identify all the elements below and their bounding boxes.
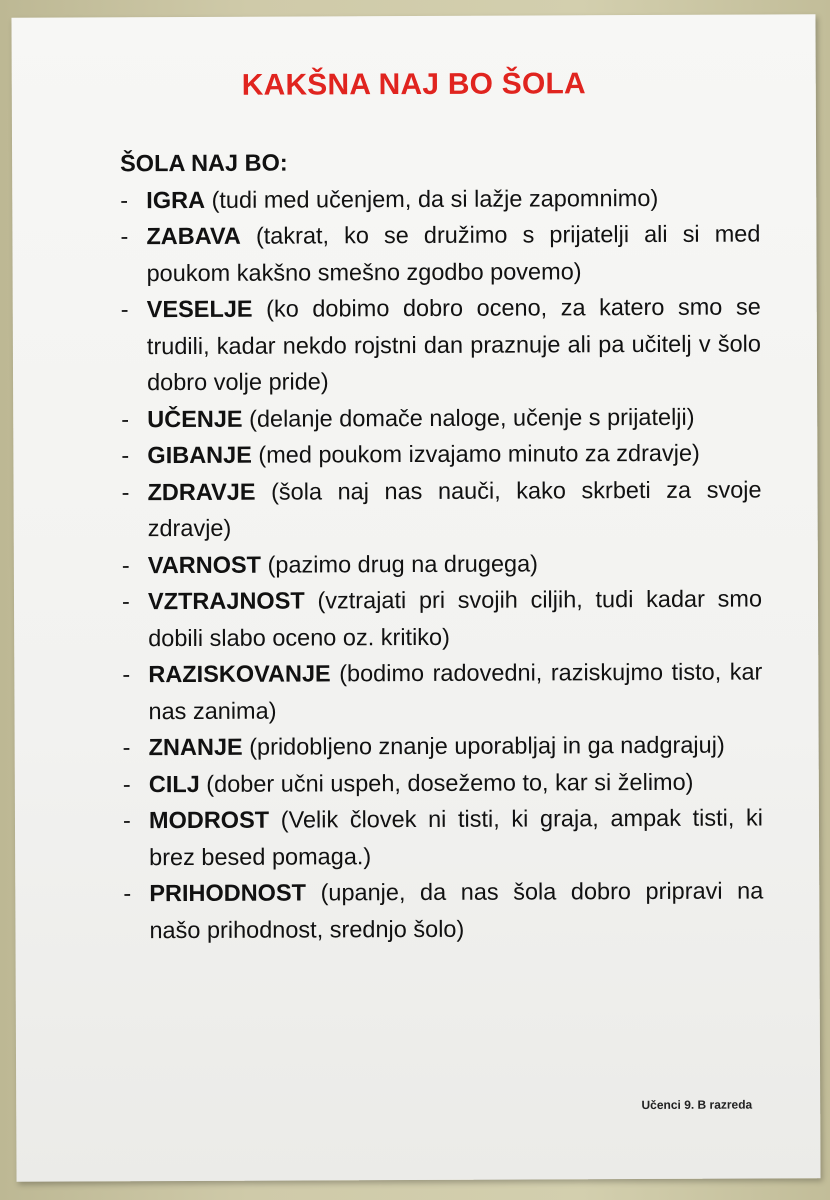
item-term: ZABAVA (146, 222, 241, 250)
item-description: (takrat, ko se družimo s prijatelji ali si med poukom kakšno smešno zgodbo povemo) (146, 220, 761, 286)
item-term: ZDRAVJE (147, 478, 256, 505)
list-heading: ŠOLA NAJ BO: (120, 149, 288, 177)
item-description: (bodimo radovedni, raziskujmo tisto, kar nas zanima) (148, 658, 763, 724)
paper-sheet (11, 14, 820, 1181)
item-description: (dober učni uspeh, dosežemo to, kar si želimo) (199, 768, 694, 797)
item-description: (šola naj nas nauči, kako skrbeti za svoje zdravje) (147, 475, 762, 542)
value-list (120, 179, 763, 948)
list-item (123, 872, 763, 948)
item-description: (tudi med učenjem, da si lažje zapomnimo) (204, 184, 659, 213)
item-term: IGRA (146, 186, 206, 213)
dash-bullet: - (122, 770, 131, 797)
list-item (122, 544, 762, 583)
item-term: MODROST (148, 806, 270, 834)
dash-bullet: - (121, 551, 130, 578)
item-description: (delanje domače naloge, učenje s prijatelji) (242, 403, 695, 432)
dash-bullet: - (122, 734, 131, 761)
item-description: (med poukom izvajamo minuto za zdravje) (251, 439, 700, 468)
dash-bullet: - (121, 478, 130, 505)
poster-title: KAKŠNA NAJ BO ŠOLA (241, 67, 586, 102)
item-term: VESELJE (146, 295, 253, 323)
item-term: PRIHODNOST (149, 879, 307, 907)
item-description: (pridobljeno znanje uporabljaj in ga nadgrajuj) (242, 731, 725, 760)
dash-bullet: - (121, 405, 130, 432)
item-term: GIBANJE (147, 441, 252, 469)
dash-bullet: - (121, 588, 130, 615)
list-item (122, 580, 762, 656)
poster-content (120, 142, 763, 948)
dash-bullet: - (122, 661, 131, 688)
dash-bullet: - (123, 880, 132, 907)
item-description: (Velik človek ni tisti, ki graja, ampak tisti, ki brez besed pomaga.) (149, 804, 764, 870)
item-term: RAZISKOVANJE (148, 660, 331, 688)
item-description: (ko dobimo dobro oceno, za katero smo se trudili, kadar nekdo rojstni dan praznuje ali pa učitelj v šolo dobro volje pride) (146, 293, 761, 396)
item-term: UČENJE (147, 405, 243, 432)
list-item (121, 471, 761, 547)
signature-text: Učenci 9. B razreda (641, 1097, 753, 1113)
item-term: VZTRAJNOST (147, 587, 305, 615)
item-description: (upanje, da nas šola dobro pripravi na našo prihodnost, srednjo šolo) (149, 877, 764, 943)
list-item (122, 653, 762, 729)
dash-bullet: - (120, 186, 129, 213)
list-item (121, 398, 761, 437)
item-description: (vztrajati pri svojih ciljih, tudi kadar smo dobili slabo oceno oz. kritiko) (148, 585, 763, 651)
item-term: VARNOST (147, 551, 262, 578)
item-term: CILJ (148, 770, 200, 797)
list-item (120, 215, 760, 291)
dash-bullet: - (120, 223, 129, 250)
dash-bullet: - (122, 807, 131, 834)
item-description: (pazimo drug na drugega) (260, 549, 539, 578)
dash-bullet: - (120, 296, 129, 323)
list-item (123, 763, 763, 802)
list-item (120, 179, 760, 218)
list-item (123, 726, 763, 765)
list-item (123, 799, 763, 875)
list-item (121, 434, 761, 473)
item-term: ZNANJE (148, 733, 243, 761)
list-item (121, 288, 761, 400)
dash-bullet: - (121, 442, 130, 469)
